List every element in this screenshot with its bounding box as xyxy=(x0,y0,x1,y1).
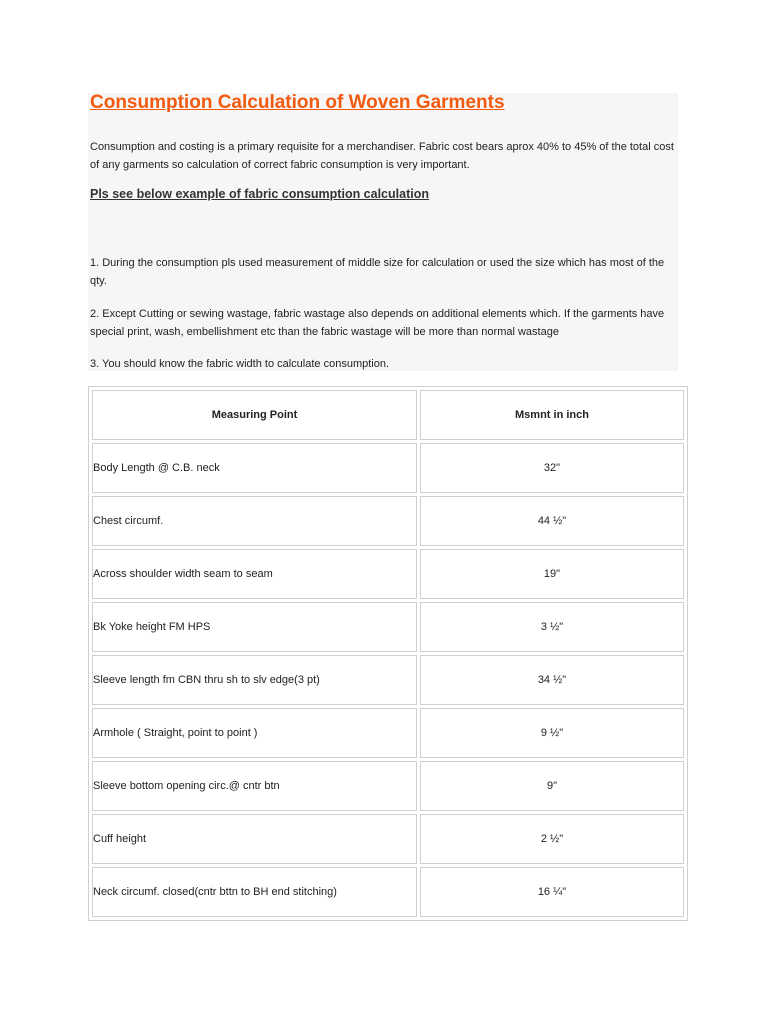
measuring-point-cell: Sleeve length fm CBN thru sh to slv edge(3 pt) xyxy=(92,655,417,705)
measuring-point-cell: Cuff height xyxy=(92,814,417,864)
table-header-row xyxy=(92,390,684,440)
measurement-cell: 44 ½" xyxy=(420,496,684,546)
table-row xyxy=(92,549,684,599)
table-row xyxy=(92,496,684,546)
intro-paragraph: Consumption and costing is a primary requisite for a merchandiser. Fabric cost bears aprox 40% to 45% of the total cost of any garments so calculation of correct fabric consumption is very important. xyxy=(90,141,674,171)
measuring-point-cell: Neck circumf. closed(cntr bttn to BH end stitching) xyxy=(92,867,417,917)
measurement-cell: 16 ¼" xyxy=(420,867,684,917)
measuring-point-cell: Body Length @ C.B. neck xyxy=(92,443,417,493)
header-measurement: Msmnt in inch xyxy=(420,390,684,440)
table-row xyxy=(92,602,684,652)
note-3: 3. You should know the fabric width to calculate consumption. xyxy=(90,358,390,370)
note-2: 2. Except Cutting or sewing wastage, fabric wastage also depends on additional elements which. If the garments have special print, wash, embellishment etc than the fabric wastage will be more than normal wastage xyxy=(90,308,665,338)
measuring-point-cell: Chest circumf. xyxy=(92,496,417,546)
note-1: 1. During the consumption pls used measurement of middle size for calculation or used the size which has most of the qty. xyxy=(90,257,665,287)
table-row xyxy=(92,867,684,917)
measuring-point-cell: Armhole ( Straight, point to point ) xyxy=(92,708,417,758)
measurement-cell: 32" xyxy=(420,443,684,493)
table-row xyxy=(92,655,684,705)
page-title: Consumption Calculation of Woven Garments xyxy=(90,92,505,113)
table-row xyxy=(92,443,684,493)
measurement-cell: 9" xyxy=(420,761,684,811)
measuring-point-cell: Sleeve bottom opening circ.@ cntr btn xyxy=(92,761,417,811)
table-row xyxy=(92,761,684,811)
measuring-point-cell: Across shoulder width seam to seam xyxy=(92,549,417,599)
header-measuring-point: Measuring Point xyxy=(92,390,417,440)
example-subheading: Pls see below example of fabric consumption calculation xyxy=(90,187,429,201)
measurement-cell: 34 ½" xyxy=(420,655,684,705)
measurement-cell: 19" xyxy=(420,549,684,599)
measurement-table xyxy=(88,386,688,921)
table-row xyxy=(92,814,684,864)
table-row xyxy=(92,708,684,758)
measurement-cell: 9 ½" xyxy=(420,708,684,758)
measurement-cell: 3 ½" xyxy=(420,602,684,652)
measuring-point-cell: Bk Yoke height FM HPS xyxy=(92,602,417,652)
measurement-cell: 2 ½" xyxy=(420,814,684,864)
